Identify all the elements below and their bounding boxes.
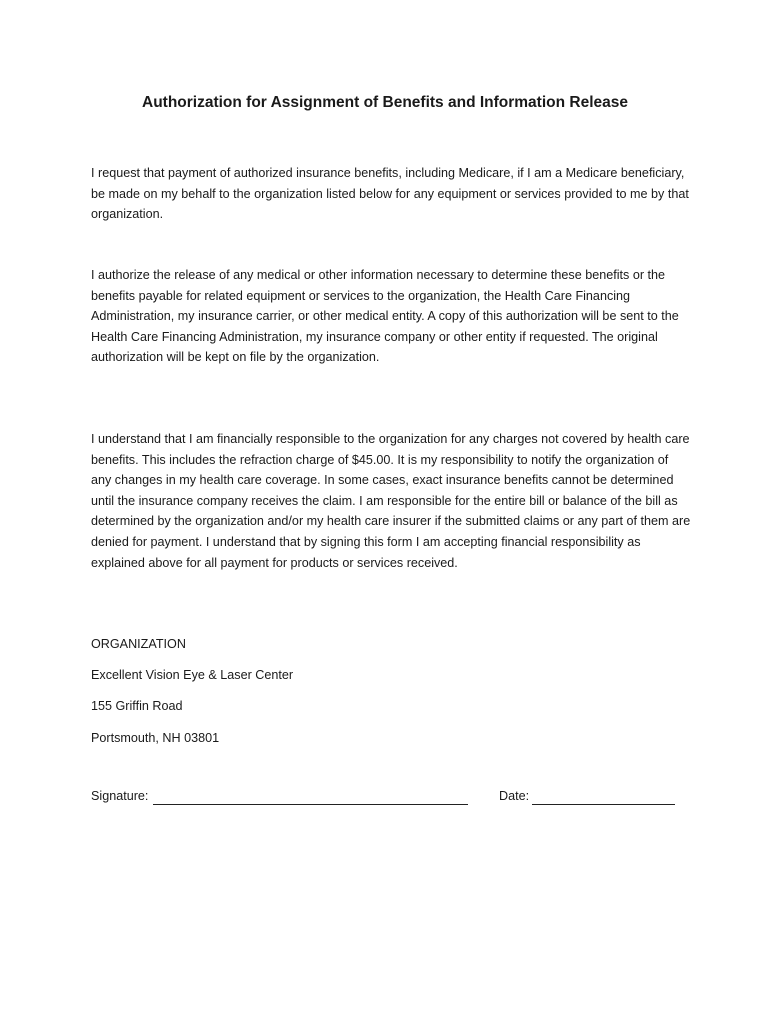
signature-line[interactable]: [153, 804, 468, 805]
financial-responsibility-paragraph: I understand that I am financially responsible to the organization for any charges not covered by health care benefits. This includes the refraction charge of $45.00. It is my responsibility to notify the organization of any changes in my health care coverage. In some cases, exact insurance benefits cannot be determined until the insurance company receives the claim. I am responsible for the entire bill or balance of the bill as determined by the organization and/or my health care insurer if the submitted claims or any part of them are denied for payment. I understand that by signing this form I am accepting financial responsibility as explained above for all payment for products or services received.: [91, 432, 691, 570]
signature-row: [91, 789, 681, 809]
payment-request-paragraph: I request that payment of authorized insurance benefits, including Medicare, if I am a Medicare beneficiary, be made on my behalf to the organization listed below for any equipment or services provided to me by that organization.: [91, 166, 689, 222]
information-release-paragraph: I authorize the release of any medical or other information necessary to determine these benefits or the benefits payable for related equipment or services to the organization, the Health Care Financing Administration, my insurance carrier, or other medical entity. A copy of this authorization will be sent to the Health Care Financing Administration, my insurance company or other entity if requested. The original authorization will be kept on file by the organization.: [91, 268, 679, 365]
organization-city: Portsmouth, NH 03801: [91, 731, 220, 745]
organization-heading: ORGANIZATION: [91, 637, 186, 651]
date-label: Date:: [499, 789, 530, 803]
organization-name: Excellent Vision Eye & Laser Center: [91, 668, 294, 682]
organization-street: 155 Griffin Road: [91, 699, 183, 713]
document-title: Authorization for Assignment of Benefits and Information Release: [142, 94, 628, 111]
date-line[interactable]: [532, 804, 675, 805]
signature-label: Signature:: [91, 789, 149, 803]
